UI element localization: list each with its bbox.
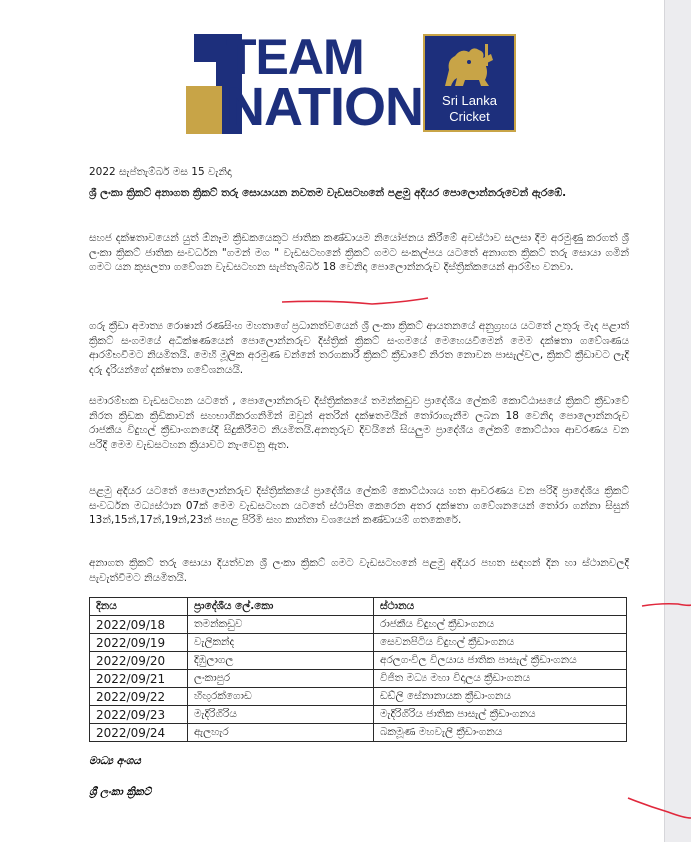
cell-division: ඇලහැර (188, 724, 374, 742)
table-row (90, 688, 627, 706)
cell-venue: රාජකීය විදුහල් ක්‍රීඩාංගනය (374, 616, 627, 634)
cell-division: වැලිකන්ද (188, 634, 374, 652)
table-row (90, 652, 627, 670)
lion-icon (439, 42, 501, 92)
letter-title: ශ්‍රී ලංකා ක්‍රිකට් අනාගත ක්‍රිකට් තරු සොයායන නවතම වැඩසටහනේ පළමු අදියර පොලොන්නරුවෙන් ඇරඹේ. (89, 187, 567, 199)
cell-date: 2022/09/19 (90, 634, 188, 652)
paragraph-4: පළමු අදියර යටතේ පොලොන්නරුව දිස්ත්‍රික්කයේ ප්‍රාදේශීය ලේකම් කොට්ඨාශය හත ආවරණය වන පරිදි ප්‍රාදේශීය ක්‍රිකට් සංවර්ධන මධ්‍යස්ථාන 07ක් මෙම වැඩසටහන යටතේ ස්ථාපිත කෙරෙන අතර දක්ෂතා ගවේශනයෙන් තෝරා ගන්නා සිසුන් 13න්,15න්,17න්,19න්,23න් පහළ පිරිමි සහ කාන්තා වශයෙන් කණ්ඩායම් ගතකෙරේ. (89, 485, 629, 526)
cell-venue: අරලගංවිල විලයාය ජාතික පාසැල් ක්‍රීඩාංගනය (374, 652, 627, 670)
sri-lanka-cricket-crest (423, 34, 516, 132)
table-row (90, 616, 627, 634)
letter-date: 2022 සැප්තැම්බර් මස 15 වැනිදා (89, 166, 232, 178)
table-header-row (90, 598, 627, 616)
signature-media-unit: මාධ්‍ය අංශය (89, 755, 141, 767)
logo-word-nation: NATION (226, 77, 423, 137)
header-date: දිනය (90, 598, 188, 616)
table-row (90, 724, 627, 742)
signature-sri-lanka-cricket: ශ්‍රී ලංකා ක්‍රිකට් (89, 786, 152, 798)
cell-date: 2022/09/20 (90, 652, 188, 670)
table-row (90, 670, 627, 688)
cell-date: 2022/09/24 (90, 724, 188, 742)
page-gutter (664, 0, 691, 842)
paragraph-3: සමාරම්භක වැඩසටහන යටතේ , පොලොන්නරුව දිස්ත්‍රික්කයේ තමන්කඩුව ප්‍රාදේශීය ලේකම් කොට්ඨාසයේ ක්‍රිකට් ක්‍රීඩාවේ නිරත ක්‍රිඩක ක්‍රිඩිකාවන් සහභාගිකරගනිමින් ඔවුන් අතරින් දක්ෂතමයින් තෝරාගැනීම ලබන 18 වෙනිදා පොලොන්නරුව රාජකීය විදුහල් ක්‍රීඩාංගනයේදී සිදුකිරීමට නියමිතයි.අනතුරුව දිවයිනේ සියලුම ප්‍රාදේශීය ලේකම් කොට්ඨාශ ආවරණය වන පරිදි මෙම වැඩසටහන ක්‍රියාවට නැංවෙනු ඇත. (89, 395, 629, 451)
cell-date: 2022/09/23 (90, 706, 188, 724)
cell-date: 2022/09/18 (90, 616, 188, 634)
cell-date: 2022/09/22 (90, 688, 188, 706)
cell-division: දිඹුලාගල (188, 652, 374, 670)
cell-division: හිඟුරක්ගොඩ (188, 688, 374, 706)
paragraph-5: අනාගත ක්‍රිකට් තරු සොයා දියත්වන ශ්‍රී ලංකා ක්‍රිකට් ගමට වැඩසටහනේ පළමු අදියර පහත සඳහන් දින හා ස්ථානවලදී පැවැත්වීමට නියමිතයි. (89, 557, 629, 584)
crest-text-sri-lanka: Sri Lanka (442, 93, 497, 108)
cell-venue: මැදිරිගිරිය ජාතික පාසැල් ක්‍රීඩාංගනය (374, 706, 627, 724)
logo-word-team: TEAM (226, 29, 364, 85)
cell-venue: සෙවනපිටිය විදුහල් ක්‍රීඩාංගනය (374, 634, 627, 652)
cell-venue: බකමූණ මහවැලි ක්‍රීඩාංගනය (374, 724, 627, 742)
paragraph-1: සහජ දක්ෂතාවයෙන් යුත් ඕනෑම ක්‍රිඩකයෙකුට ජාතික කණ්ඩායම නියෝජනය කිරීමේ අවස්ථාව සලසා දීම අරමුණු කරගත් ශ්‍රී ලංකා ක්‍රිකට් ජාතික සංවර්ධන "ගමන් මග " වැඩසටහනේ ක්‍රිකට් ගමට සංකල්පය යටතේ අනාගත ක්‍රිකට් තරු සොයා ගමින් ගමට යන කුසලතා ගවේශන වැඩසටහන සැප්තැම්බර් 18 වෙනිදා පොලොන්නරුව දිස්ත්‍රික්කයෙන් ආරම්භ වනවා. (89, 232, 629, 273)
paragraph-2: ගරු ක්‍රීඩා අමාත්‍ය රොෂාන් රණසිංහ මහතාගේ ප්‍රධානත්වයෙන් ශ්‍රී ලංකා ක්‍රිකට් ආයතනයේ අනුග්‍රහය යටතේ උතුරු මැද පළාත් ක්‍රිකට් සංගමයේ අධීක්ෂණයෙන් පොලොන්නරුව දිස්ත්‍රික් ක්‍රිකට් සංගමයේ මෙහෙයවීමෙන් මෙම දක්ෂතා ගවේශණය ආරම්භවීමට නියමිතයි. මෙහි මූලික අරමුණ වන්නේ තරගකාරී ක්‍රිකට් ක්‍රීඩාවේ නිරත නොවන පාසැල්වල, ක්‍රිකට් ක්‍රීඩාවට ලැදි දරු දැරියන්ගේ දක්ෂතා ගවේශනයයි. (89, 320, 629, 376)
cell-venue: විජිත මධ්‍ය මහා විදාලය ක්‍රීඩාංගනය (374, 670, 627, 688)
cell-date: 2022/09/21 (90, 670, 188, 688)
header-venue: ස්ථානය (374, 598, 627, 616)
cell-venue: ඩඩ්ලි සේනානායක ක්‍රීඩාංගනය (374, 688, 627, 706)
cell-division: මැදිරිගිරිය (188, 706, 374, 724)
crest-text-cricket: Cricket (449, 109, 490, 124)
cell-division: ලංකාපුර (188, 670, 374, 688)
header-division: ප්‍රාදේශීය ලේ.කො (188, 598, 374, 616)
cell-division: තමන්කඩුව (188, 616, 374, 634)
table-row (90, 634, 627, 652)
schedule-table (89, 597, 627, 742)
team-nation-logo (186, 29, 518, 137)
table-row (90, 706, 627, 724)
